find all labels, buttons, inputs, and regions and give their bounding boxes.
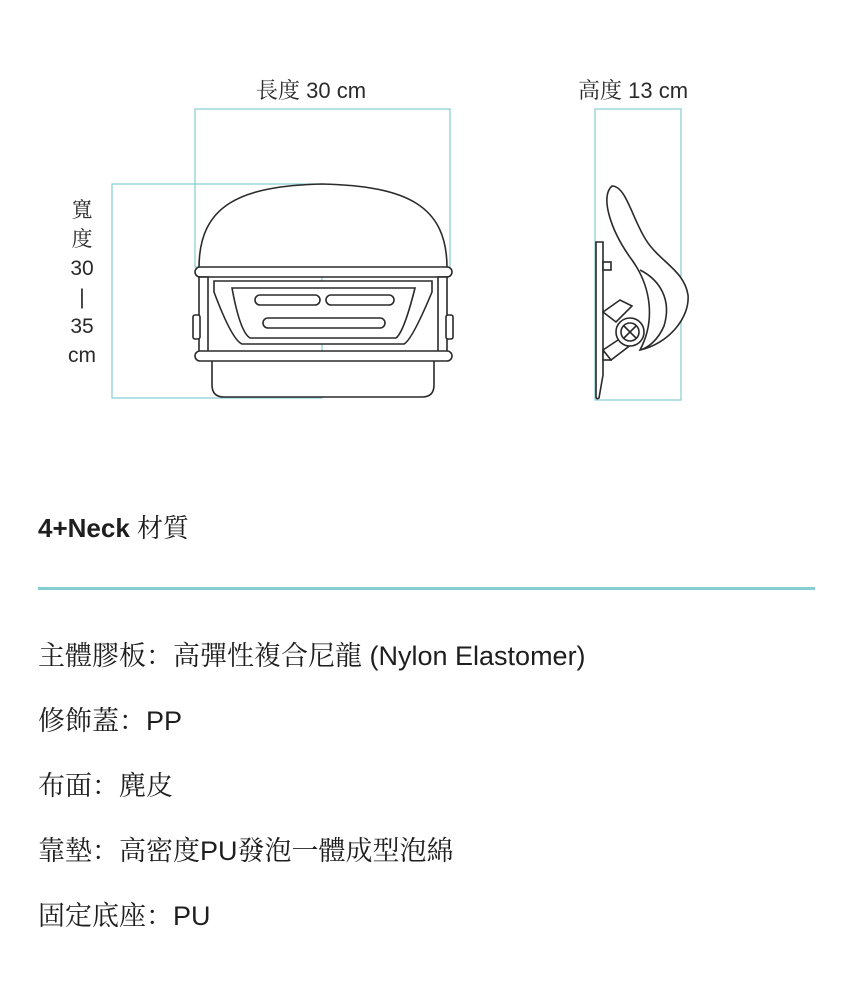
width-label-line: cm	[68, 344, 96, 367]
section-title-product: 4+Neck	[38, 513, 130, 543]
width-label-line: 度	[71, 228, 93, 251]
spec-item: 靠墊：高密度PU發泡一體成型泡綿	[38, 836, 454, 866]
spec-item: 固定底座：PU	[38, 901, 211, 931]
width-label-line: |	[79, 286, 85, 309]
product-dimension-diagram	[0, 0, 852, 470]
spec-item: 修飾蓋：PP	[38, 706, 183, 736]
length-dimension-label: 長度 30 cm	[256, 78, 367, 103]
material-spec-list	[38, 636, 586, 961]
spec-item: 主體膠板：高彈性複合尼龍 (Nylon Elastomer)	[38, 641, 586, 671]
front-view-drawing	[193, 184, 453, 397]
width-label-line: 寬	[71, 199, 93, 222]
spec-item: 布面：麂皮	[38, 771, 173, 801]
side-view-drawing	[596, 186, 688, 399]
width-label-line: 30	[70, 257, 94, 280]
section-divider	[38, 587, 815, 590]
section-title-suffix: 材質	[129, 513, 190, 543]
height-dimension-label: 高度 13 cm	[578, 78, 689, 103]
section-title	[38, 508, 189, 545]
width-label-line: 35	[70, 315, 94, 338]
